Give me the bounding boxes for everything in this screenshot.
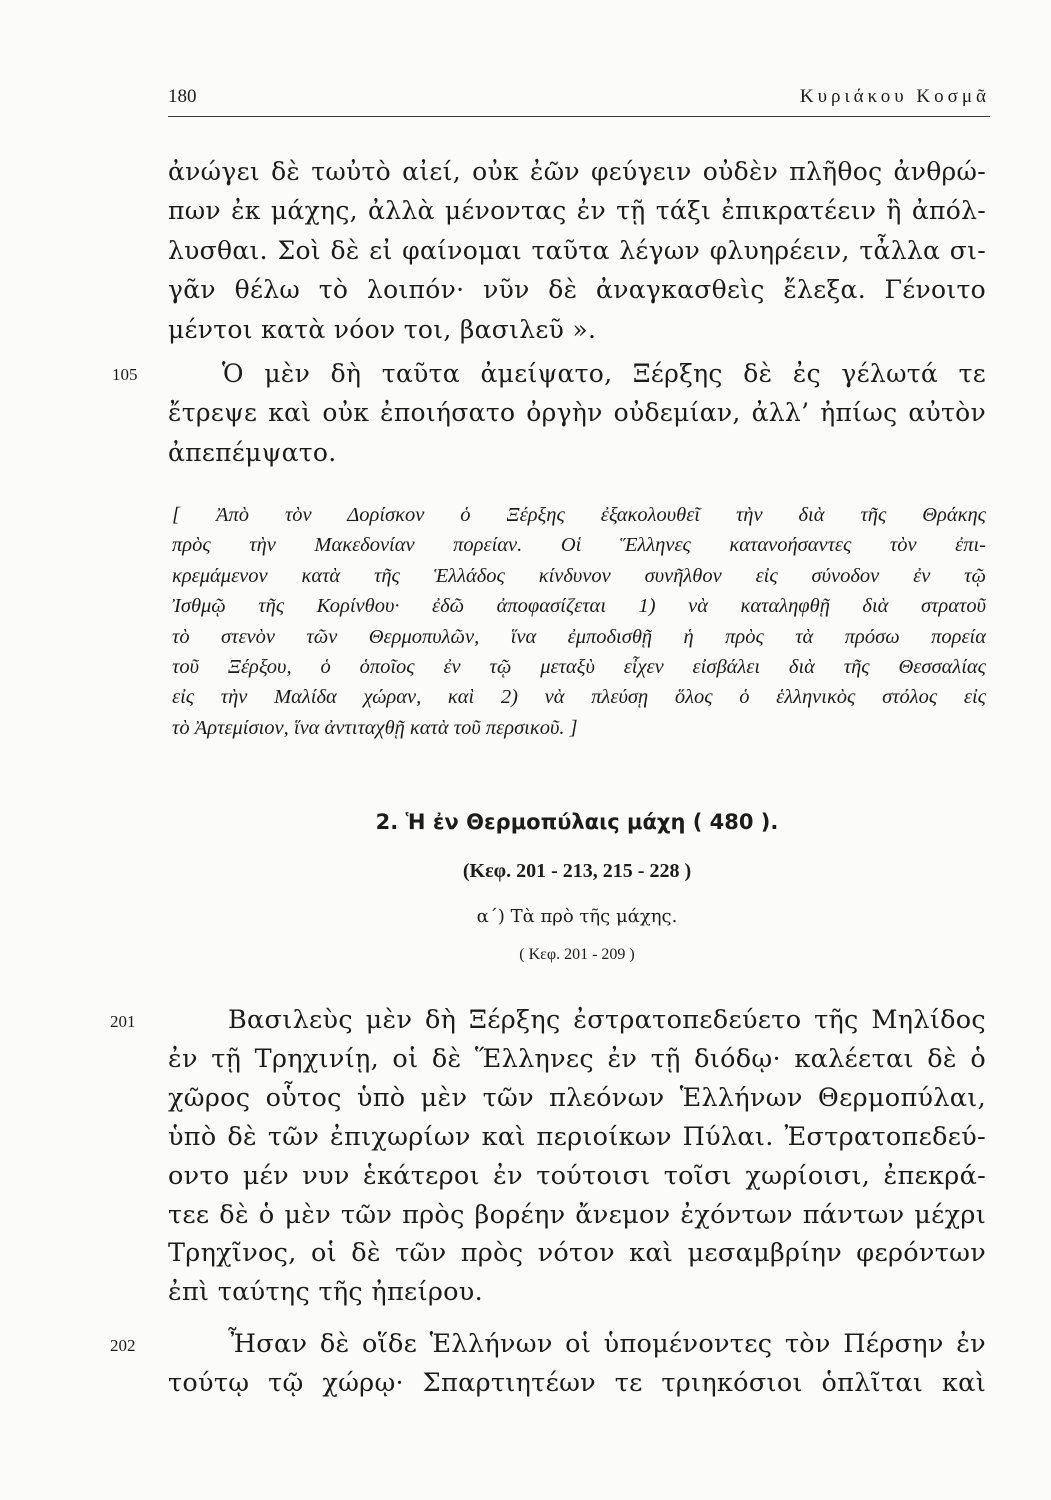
text-line: πων ἐκ μάχης, ἀλλὰ μένοντας ἐν τῇ τάξι ἐπικρατέειν ἢ ἀπόλ- xyxy=(168,196,986,226)
text-line: Βασιλεὺς μὲν δὴ Ξέρξης ἐστρατοπεδεύετο τῆς Μηλίδος xyxy=(228,1005,986,1035)
note-line: εἰς τὴν Μαλίδα χώραν, καὶ 2) νὰ πλεύσῃ ὅλος ὁ ἑλληνικὸς στόλος εἰς xyxy=(172,686,986,709)
text-line: ἀνώγει δὲ τωὐτὸ αἰεί, οὐκ ἐῶν φεύγειν οὐδὲν πλῆθος ἀνθρώ- xyxy=(168,157,986,186)
text-line: ἀπεπέμψατο. xyxy=(168,437,337,467)
text-line: τεε δὲ ὁ μὲν τῶν πρὸς βορέην ἄνεμον ἐχόντων πάντων μέχρι xyxy=(168,1199,986,1230)
note-line: Ἰσθμῷ τῆς Κορίνθου· ἐδῶ ἀποφασίζεται 1) νὰ καταληφθῇ διὰ στρατοῦ xyxy=(172,595,986,618)
text-line: λυσθαι. Σοὶ δὲ εἰ φαίνομαι ταῦτα λέγων φλυηρέειν, τἆλλα σι- xyxy=(168,235,986,265)
margin-number: 105 xyxy=(112,365,138,384)
text-line: ἐπὶ ταύτης τῆς ἠπείρου. xyxy=(168,1277,484,1308)
note-line: τὸ στενὸν τῶν Θερμοπυλῶν, ἵνα ἐμποδισθῇ ἡ πρὸς τὰ πρόσω πορεία xyxy=(172,625,986,648)
text-line: οντο μέν νυν ἑκάτεροι ἐν τούτοισι τοῖσι χωρίοισι, ἐπεκρά- xyxy=(168,1160,986,1191)
text-line: γᾶν θέλω τὸ λοιπόν· νῦν δὲ ἀναγκασθεὶς ἔλεξα. Γένοιτο xyxy=(168,275,986,305)
editorial-note xyxy=(172,500,986,743)
text-line: ὑπὸ δὲ τῶν ἐπιχωρίων καὶ περιοίκων Πύλαι. Ἐστρατοπεδεύ- xyxy=(168,1121,986,1152)
note-line: τὸ Ἀρτεμίσιον, ἵνα ἀντιταχθῇ κατὰ τοῦ περσικοῦ. ] xyxy=(172,716,578,739)
page-number: 180 xyxy=(168,86,197,107)
section-title: 2. Ἡ ἐν Θερμοπύλαις μάχη ( 480 ). xyxy=(375,810,779,834)
paragraph-105 xyxy=(168,354,986,472)
note-line: κρεμάμενον κατὰ τῆς Ἑλλάδος κίνδυνον συνῆλθον εἰς σύνοδον ἐν τῷ xyxy=(172,564,986,587)
text-line: τούτῳ τῷ χώρῳ· Σπαρτιητέων τε τριηκόσιοι ὁπλῖται καὶ xyxy=(168,1367,986,1398)
note-line: [ Ἀπὸ τὸν Δορίσκον ὁ Ξέρξης ἐξακολουθεῖ τὴν διὰ τῆς Θράκης xyxy=(172,504,986,526)
margin-number: 202 xyxy=(110,1336,136,1355)
note-line: τοῦ Ξέρξου, ὁ ὁποῖος ἐν τῷ μεταξὺ εἶχεν εἰσβάλει διὰ τῆς Θεσσαλίας xyxy=(172,656,986,679)
text-line: ἐν τῇ Τρηχινίῃ, οἱ δὲ Ἕλληνες ἐν τῇ διόδῳ· καλέεται δὲ ὁ xyxy=(168,1043,986,1074)
section-chapters: (Κεφ. 201 - 213, 215 - 228 ) xyxy=(462,860,692,882)
page-header xyxy=(168,82,990,117)
paragraph-202 xyxy=(168,1325,986,1403)
text-line: Ἦσαν δὲ οἵδε Ἑλλήνων οἱ ὑπομένοντες τὸν Πέρσην ἐν xyxy=(228,1329,986,1359)
margin-number: 201 xyxy=(110,1012,136,1031)
running-head: Κυριάκου Κοσμᾶ xyxy=(799,86,990,107)
paragraph-201 xyxy=(168,1001,986,1312)
section-heading-group xyxy=(168,810,986,970)
text-line: χῶρος οὗτος ὑπὸ μὲν τῶν πλεόνων Ἑλλήνων Θερμοπύλαι, xyxy=(168,1082,986,1113)
subsection-title: α΄) Τὰ πρὸ τῆς μάχης. xyxy=(476,906,678,927)
text-line: Τρηχῖνος, οἱ δὲ τῶν πρὸς νότον καὶ μεσαμβρίην φερόντων xyxy=(168,1238,986,1269)
text-line: Ὁ μὲν δὴ ταῦτα ἀμείψατο, Ξέρξης δὲ ἐς γέλωτά τε xyxy=(222,359,986,388)
paragraph-continuation xyxy=(168,152,986,349)
subsection-chapters: ( Κεφ. 201 - 209 ) xyxy=(519,946,635,963)
text-line: ἔτρεψε καὶ οὐκ ἐποιήσατο ὀργὴν οὐδεμίαν, ἀλλ’ ἠπίως αὐτὸν xyxy=(168,398,986,428)
note-line: πρὸς τὴν Μακεδονίαν πορείαν. Οἱ Ἕλληνες κατανοήσαντες τὸν ἐπι- xyxy=(172,534,986,557)
text-line: μέντοι κατὰ νόον τοι, βασιλεῦ ». xyxy=(168,314,597,344)
